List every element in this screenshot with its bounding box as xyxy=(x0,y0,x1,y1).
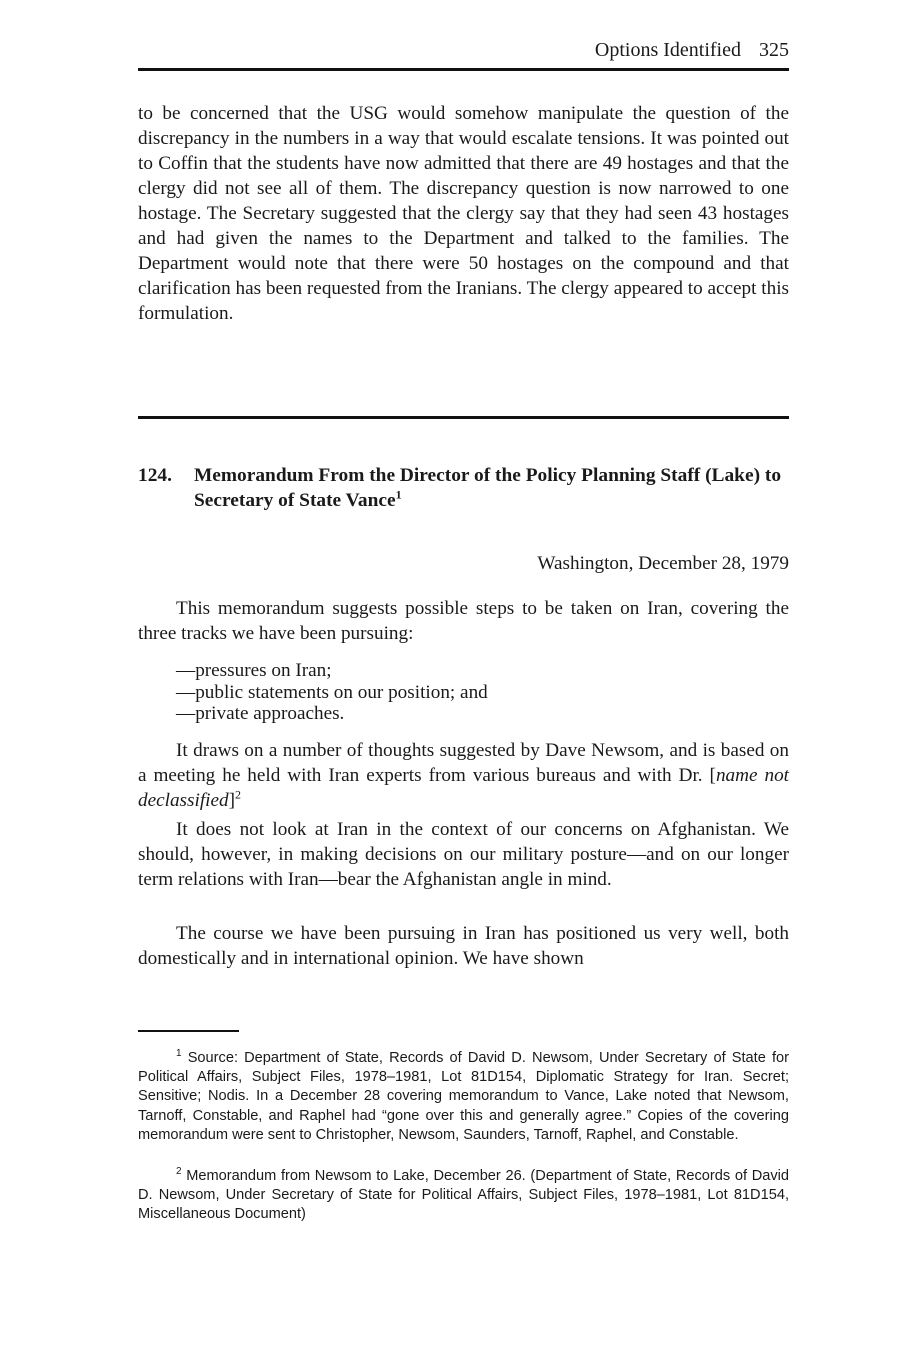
document-title: Memorandum From the Director of the Policy Planning Staff (Lake) to Secretary of State Vance xyxy=(194,465,782,511)
paragraph-newsom xyxy=(138,738,789,813)
section-rule xyxy=(138,416,789,419)
paragraph-afghanistan: It does not look at Iran in the context of our concerns on Afghanistan. We should, however, in making decisions on our military posture—and on our longer term relations with Iran—bear the Afghanistan angle in mind. xyxy=(138,819,789,890)
continuation-paragraph: to be concerned that the USG would somehow manipulate the question of the discrepancy in the numbers in a way that would escalate tensions. It was pointed out to Coffin that the students have now admitted that there are 49 hostages and that the clergy did not see all of them. The discrepancy question is now narrowed to one hostage. The Secretary suggested that the clergy say that they had seen 43 hostages and had given the names to the Department and talked to the families. The Department would note that there were 50 hostages on the compound and that clarification has been requested from the Iranians. The clergy appeared to accept this formulation. xyxy=(138,103,789,324)
track-item: —public statements on our position; and xyxy=(176,681,488,703)
document-heading xyxy=(138,463,789,513)
paragraph-newsom-text: It draws on a number of thoughts suggested by Dave Newsom, and is based on a meeting he held with Iran experts from various bureaus and with Dr. [ xyxy=(138,740,789,786)
document-number: 124. xyxy=(138,465,172,486)
redaction-close: ] xyxy=(228,790,235,811)
page-number: 325 xyxy=(759,39,789,61)
footnote-text-1: Source: Department of State, Records of David D. Newsom, Under Secretary of State for Political Affairs, Subject Files, 1978–1981, Lot 81D154, Diplomatic Strategy for Iran. Secret; Sensitive; Nodis. In a December 28 covering memorandum to Vance, Lake noted that Newsom, Tarnoff, Constable, and Raphel had “gone over this and generally agree.” Copies of the covering memorandum were sent to Christopher, Newsom, Saunders, Tarnoff, Raphel, and Constable. xyxy=(138,1050,789,1143)
redaction-note: name not declassified xyxy=(138,765,789,811)
footnote-ref-2[interactable]: 2 xyxy=(234,787,241,802)
track-item: —private approaches. xyxy=(176,703,345,724)
footnote-2 xyxy=(138,1167,789,1225)
intro-paragraph: This memorandum suggests possible steps to be taken on Iran, covering the three tracks we have been pursuing: xyxy=(138,598,789,644)
footnote-rule xyxy=(138,1030,239,1032)
footnote-text-2: Memorandum from Newsom to Lake, December 26. (Department of State, Records of David D. Newsom, Under Secretary of State for Political Affairs, Subject Files, 1978–1981, Lot 81D154, Miscellaneous Document) xyxy=(138,1168,790,1223)
paragraph-course: The course we have been pursuing in Iran has positioned us very well, both domestically and in international opinion. We have shown xyxy=(138,923,789,969)
header-rule xyxy=(138,68,789,71)
track-item: —pressures on Iran; xyxy=(176,660,332,681)
footnote-1 xyxy=(138,1049,789,1145)
tracks-list xyxy=(176,660,488,725)
dateline: Washington, December 28, 1979 xyxy=(537,553,789,574)
title-footnote-ref[interactable]: 1 xyxy=(395,487,402,502)
document-title-wrap xyxy=(194,463,789,513)
running-head-title: Options Identified xyxy=(594,39,741,61)
footnote-marker-1: 1 xyxy=(176,1048,182,1060)
running-head xyxy=(595,37,789,63)
footnote-marker-2: 2 xyxy=(176,1166,182,1178)
